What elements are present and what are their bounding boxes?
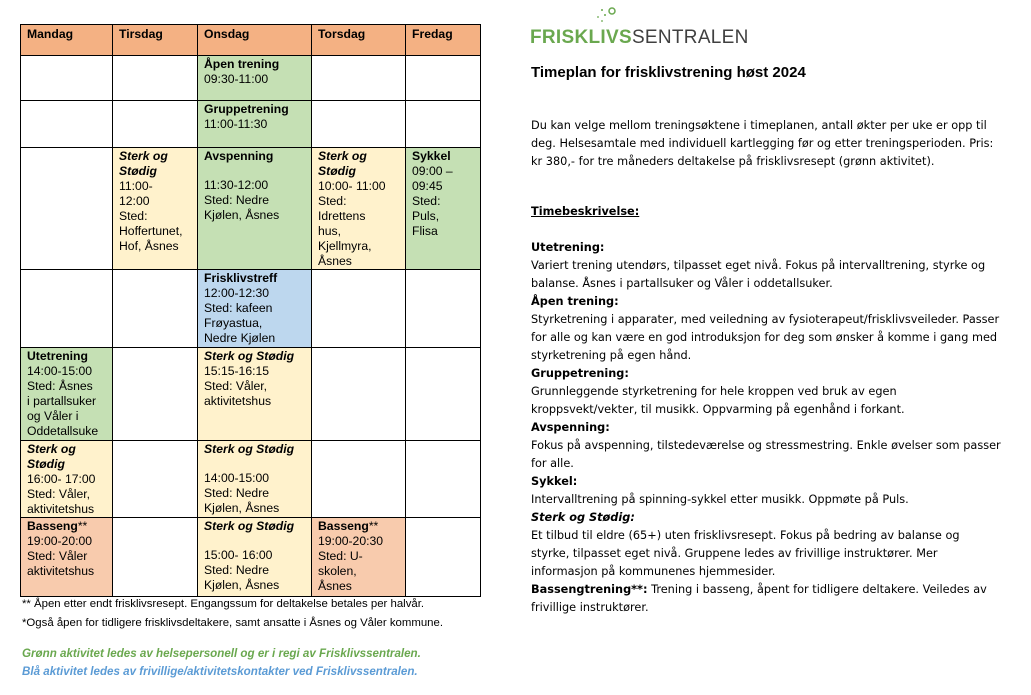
activity-title: Sterk og Stødig (204, 442, 295, 456)
schedule-row (21, 270, 481, 348)
activity-sterk-og-stodig-torsdag (312, 148, 406, 270)
empty-cell (21, 56, 113, 101)
activity-line: 14:00-15:00 (204, 471, 270, 485)
activity-line: Sted: Åsnes (27, 379, 93, 393)
activity-utetrening (21, 348, 113, 441)
activity-line: Sted: Våler, (204, 379, 268, 393)
activity-title: Gruppetrening (204, 102, 289, 116)
intro-text: Du kan velge mellom treningsøktene i timeplanen, antall økter per uke er opp til deg. Helsesamtale med individuell kartlegging før og etter treningsperioden. Pris: kr 380,- for tre måneders deltakelse på frisklivsresept (grønn aktivitet). (531, 119, 994, 168)
empty-cell (312, 56, 406, 101)
empty-cell (312, 348, 406, 441)
schedule-table (20, 24, 481, 597)
activity-gruppetrening (198, 101, 312, 148)
day-header-onsdag: Onsdag (198, 25, 312, 56)
empty-cell (113, 101, 198, 148)
activity-line: Sted: Våler, (27, 487, 91, 501)
activity-line: Sted: (412, 194, 441, 208)
activity-line: Nedre Kjølen (204, 331, 276, 345)
frisklivssentralen-logo (530, 6, 770, 50)
desc-text-apen-trening: Styrketrening i apparater, med veiledning av fysioterapeut/frisklivsveileder. Passer for alle og kan være en god introduksjon for deg som ønsker å komme i gang med styrketrening på egen hånd. (531, 313, 1000, 362)
schedule-row (21, 148, 481, 270)
activity-basseng-mandag (21, 518, 113, 597)
activity-line: Sted: Nedre (204, 486, 270, 500)
desc-text-sykkel: Intervalltrening på spinning-sykkel etter musikk. Oppmøte på Puls. (531, 493, 909, 506)
activity-line: Sted: Nedre (204, 193, 270, 207)
empty-cell (406, 348, 481, 441)
legend-blue: Blå aktivitet ledes av frivillige/aktivitetskontakter ved Frisklivssentralen. (22, 665, 418, 678)
day-header-tirsdag: Tirsdag (113, 25, 198, 56)
activity-line: Kjølen, Åsnes (204, 208, 280, 222)
activity-apen-trening (198, 56, 312, 101)
desc-title-utetrening: Utetrening: (531, 241, 605, 254)
activity-line: Åsnes (318, 254, 352, 268)
activity-line: Flisa (412, 224, 438, 238)
activity-avspenning (198, 148, 312, 270)
schedule-row (21, 348, 481, 441)
empty-cell (113, 348, 198, 441)
desc-text-sterk-og-stodig: Et tilbud til eldre (65+) uten frisklivsresept. Fokus på bedring av balanse og styrke, tilpasset eget nivå. Gruppene ledes av frivillige instruktører. Mer informasjon på kommunenes hjemmesider. (531, 529, 960, 578)
logo-figure-icon (590, 6, 620, 28)
activity-title: Sykkel (412, 149, 451, 163)
activity-line: Kjølen, Åsnes (204, 578, 280, 592)
schedule-row (21, 441, 481, 518)
activity-line: aktivitetshus (204, 394, 272, 408)
activity-line: 11:00-11:30 (204, 117, 268, 131)
activity-title: Basseng** (27, 519, 88, 533)
activity-line: Sted: U- (318, 549, 363, 563)
activity-title: Sterk og Stødig (119, 149, 168, 178)
activity-line: Frøyastua, (204, 316, 263, 330)
desc-title-sterk-og-stodig: Sterk og Stødig: (531, 511, 635, 524)
activity-title: Utetrening (27, 349, 88, 363)
logo-text-frisklivs: FRISKLIVS (530, 27, 632, 48)
activity-line: 09:00 – (412, 164, 453, 178)
empty-cell (21, 148, 113, 270)
activity-sterk-og-stodig-onsdag-3 (198, 518, 312, 597)
activity-title: Sterk og Stødig (204, 519, 295, 533)
activity-line: 15:00- 16:00 (204, 548, 273, 562)
activity-sterk-og-stodig-onsdag-1 (198, 348, 312, 441)
logo-text-sentralen: SENTRALEN (631, 27, 749, 48)
schedule-row (21, 518, 481, 597)
day-header-fredag: Fredag (406, 25, 481, 56)
schedule-row (21, 101, 481, 148)
activity-line: 19:00-20:30 (318, 534, 384, 548)
empty-cell (406, 56, 481, 101)
desc-title-apen-trening: Åpen trening: (531, 295, 619, 308)
activity-title: Åpen trening (204, 57, 280, 71)
empty-cell (406, 101, 481, 148)
empty-cell (113, 56, 198, 101)
activity-line: Åsnes (318, 579, 352, 593)
activity-line: skolen, (318, 564, 357, 578)
activity-line: 11:30-12:00 (204, 178, 269, 192)
day-header-torsdag: Torsdag (312, 25, 406, 56)
activity-title: Basseng** (318, 519, 379, 533)
activity-line: Kjølen, Åsnes (204, 501, 280, 515)
activity-title: Sterk og Stødig (318, 149, 367, 178)
description-panel (531, 117, 1001, 617)
legend-green: Grønn aktivitet ledes av helsepersonell og er i regi av Frisklivssentralen. (22, 647, 421, 660)
activity-sterk-og-stodig-mandag (21, 441, 113, 518)
activity-line: Sted: Nedre (204, 563, 270, 577)
desc-text-bassengtrening: Trening i basseng, åpent for tidligere deltakere. Veiledes av frivillige instruktører. (531, 583, 987, 614)
desc-title-bassengtrening: Bassengtrening**: (531, 583, 648, 596)
activity-line: Kjellmyra, (318, 239, 372, 253)
empty-cell (113, 441, 198, 518)
activity-line: 12:00 (119, 194, 150, 208)
day-header-mandag: Mandag (21, 25, 113, 56)
activity-line: aktivitetshus (27, 564, 95, 578)
desc-title-avspenning: Avspenning: (531, 421, 610, 434)
empty-cell (113, 270, 198, 348)
empty-cell (312, 101, 406, 148)
schedule-row (21, 56, 481, 101)
description-heading: Timebeskrivelse: (531, 205, 640, 218)
activity-sterk-og-stodig-onsdag-2 (198, 441, 312, 518)
activity-line: 12:00-12:30 (204, 286, 270, 300)
activity-basseng-torsdag (312, 518, 406, 597)
activity-line: Sted: (119, 209, 148, 223)
activity-line: Puls, (412, 209, 440, 223)
empty-cell (312, 270, 406, 348)
activity-line: i partallsuker (27, 394, 97, 408)
desc-bassengtrening (531, 581, 1001, 617)
empty-cell (21, 270, 113, 348)
activity-frisklivstreff (198, 270, 312, 348)
activity-line: Idrettens (318, 209, 366, 223)
activity-line: 11:00- (119, 179, 153, 193)
desc-text-avspenning: Fokus på avspenning, tilstedeværelse og stressmestring. Enkle øvelser som passer for alle. (531, 439, 1001, 470)
activity-line: 09:45 (412, 179, 443, 193)
empty-cell (113, 518, 198, 597)
empty-cell (406, 270, 481, 348)
activity-line: 09:30-11:00 (204, 72, 269, 86)
footnote-open: *Også åpen for tidligere frisklivsdeltakere, samt ansatte i Åsnes og Våler kommune. (22, 617, 444, 629)
activity-line: 19:00-20:00 (27, 534, 93, 548)
activity-line: og Våler i (27, 409, 79, 423)
activity-sterk-og-stodig-tirsdag (113, 148, 198, 270)
activity-line: hus, (318, 224, 342, 238)
desc-text-gruppetrening: Grunnleggende styrketrening for hele kroppen ved bruk av egen kroppsvekt/vekter, til musikk. Oppvarming på egenhånd i forkant. (531, 385, 905, 416)
empty-cell (312, 441, 406, 518)
activity-line: Sted: kafeen (204, 301, 273, 315)
header-row (21, 25, 481, 56)
footnote-basseng: ** Åpen etter endt frisklivsresept. Engangssum for deltakelse betales per halvår. (22, 598, 425, 610)
activity-title: Sterk og Stødig (204, 349, 295, 363)
activity-title: Frisklivstreff (204, 271, 278, 285)
desc-text-utetrening: Variert trening utendørs, tilpasset eget nivå. Fokus på intervalltrening, styrke og balanse. Åsnes i partallsuker og Våler i oddetallsuker. (531, 259, 986, 290)
empty-cell (406, 518, 481, 597)
activity-line: Oddetallsuke (27, 424, 99, 438)
desc-title-sykkel: Sykkel: (531, 475, 578, 488)
activity-title: Avspenning (204, 149, 274, 163)
activity-line: 10:00- 11:00 (318, 179, 386, 193)
page-title: Timeplan for frisklivstrening høst 2024 (531, 64, 806, 81)
empty-cell (406, 441, 481, 518)
activity-sykkel (406, 148, 481, 270)
activity-line: Sted: (318, 194, 347, 208)
activity-title: Sterk og Stødig (27, 442, 76, 471)
activity-line: Hoffertunet, (119, 224, 183, 238)
empty-cell (21, 101, 113, 148)
activity-line: 14:00-15:00 (27, 364, 93, 378)
activity-line: 16:00- 17:00 (27, 472, 96, 486)
activity-line: Hof, Åsnes (119, 239, 179, 253)
desc-title-gruppetrening: Gruppetrening: (531, 367, 629, 380)
activity-line: 15:15-16:15 (204, 364, 270, 378)
activity-line: Sted: Våler (27, 549, 88, 563)
activity-line: aktivitetshus (27, 502, 95, 516)
